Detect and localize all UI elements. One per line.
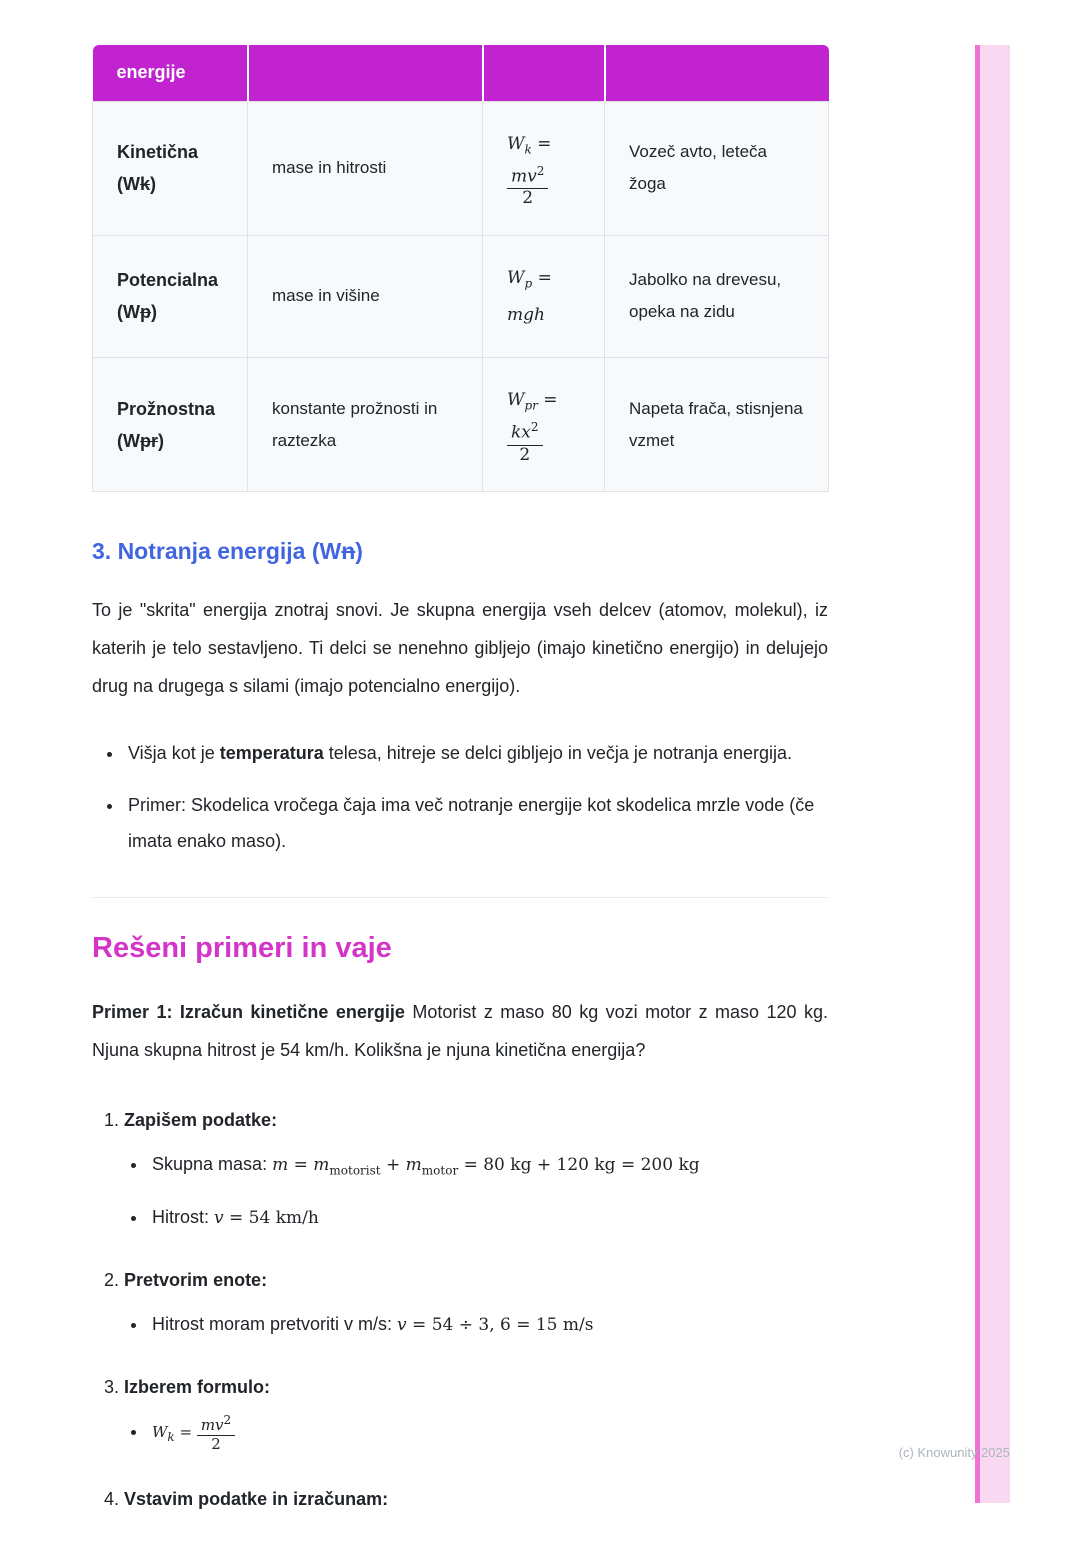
step-2 bbox=[92, 1265, 828, 1342]
step-number: 1. bbox=[104, 1110, 120, 1131]
energy-type-symbol: (Wp) bbox=[117, 302, 157, 323]
kinetic-energy-formula: $W_k$ = $\frac{mv^2}{2}$ bbox=[152, 1423, 235, 1441]
example-cell: Vozeč avto, leteča žoga bbox=[605, 101, 829, 235]
step-4 bbox=[92, 1484, 828, 1514]
primer1-paragraph: Primer 1: Izračun kinetične energije Motorist z maso 80 kg vozi motor z maso 120 kg. Njuna skupna hitrost je 54 km/h. Kolikšna je njuna kinetična energija? bbox=[92, 1002, 828, 1061]
struck-letter: p bbox=[139, 302, 151, 323]
bold-term: temperatura bbox=[219, 743, 324, 764]
energy-type-title: Prožnostna bbox=[117, 398, 216, 419]
formula-cell bbox=[483, 235, 605, 357]
velocity-equation: v = 54 km/h bbox=[214, 1207, 319, 1228]
list-item: • Primer: Skodelica vročega čaja ima več notranje energije kot skodelica mrzle vode (če imata enako maso). bbox=[124, 787, 828, 859]
example-cell: Jabolko na drevesu, opeka na zidu bbox=[605, 235, 829, 357]
list-item: • Hitrost moram pretvoriti v m/s: v = 54 ÷ 3, 6 = 15 m/s bbox=[148, 1307, 828, 1342]
table-row-potencialna bbox=[93, 235, 829, 357]
step-heading: 4. Vstavim podatke in izračunam: bbox=[104, 1489, 389, 1510]
elastic-energy-formula: $W_{pr}$ = $\frac{kx^2}{2}$ bbox=[507, 390, 558, 465]
step-number: 4. bbox=[104, 1489, 120, 1510]
kinetic-energy-formula: $W_k$ = $\frac{mv^2}{2}$ bbox=[507, 133, 552, 209]
energy-type-cell bbox=[93, 101, 248, 235]
energy-type-symbol: (Wpr) bbox=[117, 430, 164, 451]
energy-type-cell bbox=[93, 235, 248, 357]
step-3 bbox=[92, 1372, 828, 1455]
table-row-kineticna bbox=[93, 101, 829, 235]
dependency-cell: mase in hitrosti bbox=[248, 101, 483, 235]
table-header-cell bbox=[248, 45, 483, 101]
step-1 bbox=[92, 1105, 828, 1234]
energy-type-title: Kinetična bbox=[117, 142, 199, 163]
page-accent-stripe bbox=[975, 45, 1010, 1503]
section-heading-reseni-primeri: Rešeni primeri in vaje bbox=[92, 932, 392, 965]
energy-types-table bbox=[92, 45, 829, 492]
step-heading: 2. Pretvorim enote: bbox=[104, 1269, 268, 1290]
struck-letter: pr bbox=[139, 430, 158, 451]
conversion-equation: v = 54 ÷ 3, 6 = 15 m/s bbox=[397, 1314, 594, 1335]
table-header-cell bbox=[483, 45, 605, 101]
step-number: 3. bbox=[104, 1376, 120, 1397]
example-cell: Napeta frača, stisnjena vzmet bbox=[605, 358, 829, 492]
section-divider bbox=[92, 897, 828, 898]
primer1-lead: Primer 1: Izračun kinetične energije bbox=[92, 1002, 405, 1023]
notranja-energija-paragraph: To je "skrita" energija znotraj snovi. Je skupna energija vseh delcev (atomov, molekul), iz katerih je telo sestavljeno. Ti delci se nenehno gibljejo (imajo kinetično energijo) in delujejo drug na drugega s silami (imajo potencialno energijo). bbox=[92, 600, 828, 697]
copyright-footer: (c) Knowunity 2025 bbox=[898, 1445, 1010, 1460]
list-item: • Višja kot je temperatura telesa, hitreje se delci gibljejo in večja je notranja energija. bbox=[124, 735, 828, 771]
formula-cell bbox=[483, 101, 605, 235]
table-header-row bbox=[93, 45, 829, 101]
potential-energy-formula: $W_p$ = mgh bbox=[507, 267, 552, 326]
step-number: 2. bbox=[104, 1269, 120, 1290]
step-heading: 3. Izberem formulo: bbox=[104, 1376, 271, 1397]
notranja-energija-bullets bbox=[92, 735, 828, 859]
formula-cell bbox=[483, 358, 605, 492]
energy-type-title: Potencialna bbox=[117, 270, 219, 291]
struck-letter: n bbox=[341, 538, 356, 565]
energy-type-cell bbox=[93, 358, 248, 492]
energy-type-symbol: (Wk) bbox=[117, 174, 156, 195]
struck-letter: k bbox=[139, 174, 150, 195]
list-item: • Hitrost: v = 54 km/h bbox=[148, 1200, 828, 1235]
step-heading: 1. Zapišem podatke: bbox=[104, 1110, 278, 1131]
section-heading-notranja-energija: 3. Notranja energija (Wn) bbox=[92, 538, 363, 565]
dependency-cell: konstante prožnosti in raztezka bbox=[248, 358, 483, 492]
table-row-proznostna bbox=[93, 358, 829, 492]
table-header-cell-energije: energije bbox=[93, 45, 248, 101]
accent-stripe-band bbox=[980, 45, 1010, 1503]
table-header-cell bbox=[605, 45, 829, 101]
dependency-cell: mase in višine bbox=[248, 235, 483, 357]
mass-equation: $m = m_{motorist} + m_{motor} = 80$ kg + 120 kg = 200 kg bbox=[272, 1155, 700, 1178]
solution-steps bbox=[92, 1105, 828, 1514]
list-item bbox=[148, 1414, 828, 1455]
list-item: • Skupna masa: $m = m_{motorist} + m_{motor} = 80$ kg + 120 kg = 200 kg bbox=[148, 1147, 828, 1187]
document-content bbox=[92, 45, 828, 1544]
